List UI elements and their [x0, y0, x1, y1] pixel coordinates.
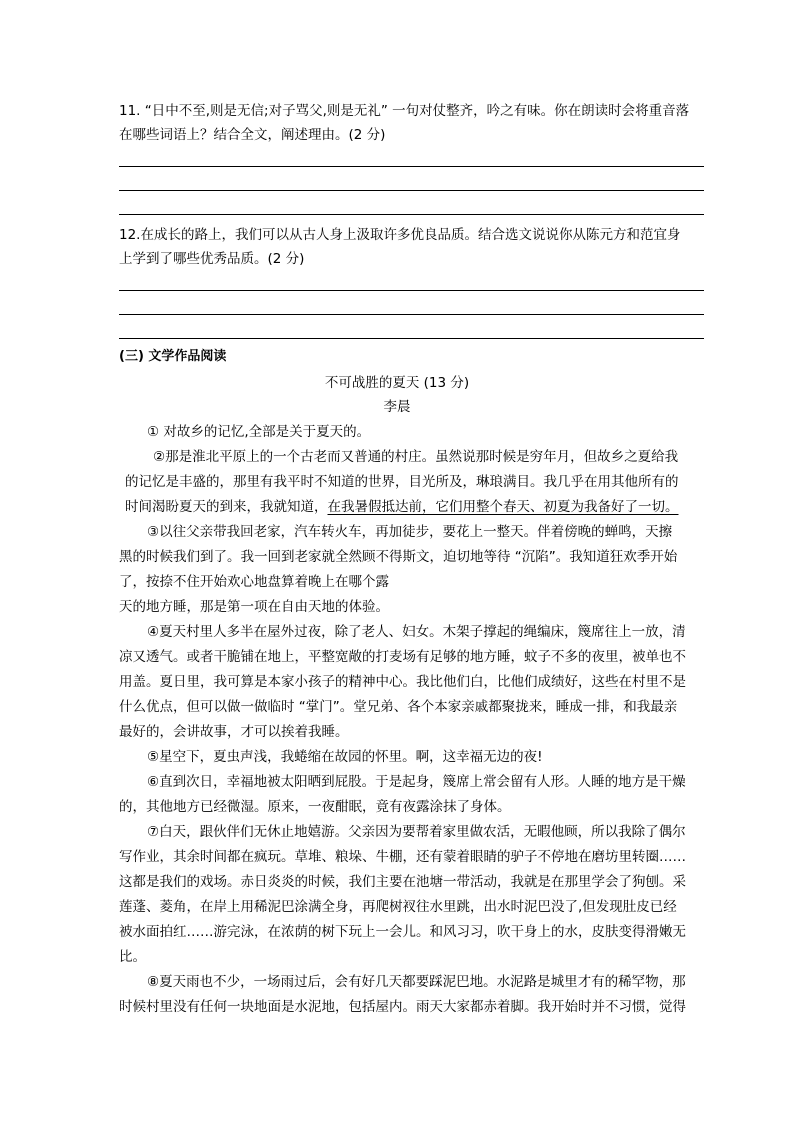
- answer-line[interactable]: [119, 338, 704, 339]
- question-12: [119, 223, 705, 271]
- paragraph-7-line-6: 比。: [119, 949, 146, 965]
- paragraph-1: ① 对故乡的记忆,全部是关于夏天的。: [147, 424, 371, 440]
- article-body: [119, 420, 705, 1020]
- paragraph-8-line-1: ⑧夏天雨也不少，一场雨过后，会有好几天都要踩泥巴地。水泥路是城里才有的稀罕物，那: [147, 974, 686, 990]
- paragraph-7-line-5: 被水面拍红……游完泳，在浓荫的树下玩上一会儿。和风习习，吹干身上的水，皮肤变得滑嫩无: [119, 924, 686, 940]
- paragraph-7-line-3: 这都是我们的戏场。赤日炎炎的时候，我们主要在池塘一带活动，我就是在那里学会了狗刨。采: [119, 874, 686, 890]
- underlined-sentence: 在我暑假抵达前，它们用整个春天、初夏为我备好了一切。: [327, 499, 679, 515]
- paragraph-4-line-4: 什么优点，但可以做一做临时 “掌门”。堂兄弟、各个本家亲戚都聚拢来，睡成一排，和我最亲: [119, 699, 678, 715]
- section-heading: (三) 文学作品阅读: [119, 349, 227, 364]
- answer-line[interactable]: [119, 314, 704, 315]
- answer-line[interactable]: [119, 214, 704, 215]
- paragraph-4-line-1: ④夏天村里人多半在屋外过夜，除了老人、妇女。木架子撑起的绳编床，篾席往上一放，清: [147, 624, 686, 640]
- paragraph-7-line-4: 莲蓬、菱角，在岸上用稀泥巴涂满全身，再爬树衩往水里跳，出水时泥巴没了,但发现肚皮已经: [119, 899, 677, 915]
- paragraph-3-line-2: 黑的时候我们到了。我一回到老家就全然顾不得斯文，迫切地等待 “沉陷”。我知道狂欢季开始: [119, 549, 678, 565]
- paragraph-7-line-2: 写作业，其余时间都在疯玩。草堆、粮垛、牛棚，还有蒙着眼睛的驴子不停地在磨坊里转圈……: [119, 849, 686, 865]
- article-title: 不可战胜的夏天 (13 分): [324, 375, 470, 391]
- paragraph-5: ⑤星空下，夏虫声浅，我蜷缩在故园的怀里。啊，这幸福无边的夜!: [147, 749, 543, 765]
- paragraph-4-line-3: 用盖。夏日里，我可算是本家小孩子的精神中心。我比他们白，比他们成绩好，这些在村里不是: [119, 674, 686, 690]
- question-12-line-2: 上学到了哪些优秀品质。(2 分): [119, 251, 305, 267]
- paragraph-2-line-2: 的记忆是丰盛的，那里有我平时不知道的世界，目光所及，琳琅满目。我几乎在用其他所有的: [125, 474, 679, 490]
- paragraph-4-line-5: 最好的，会讲故事，才可以挨着我睡。: [119, 724, 349, 740]
- paragraph-8-line-2: 时候村里没有任何一块地面是水泥地，包括屋内。雨天大家都赤着脚。我开始时并不习惯，觉得: [119, 999, 686, 1015]
- paragraph-2-line-1: ②那是淮北平原上的一个古老而又普通的村庄。虽然说那时候是穷年月，但故乡之夏给我: [153, 449, 679, 465]
- answer-line[interactable]: [119, 290, 704, 291]
- paragraph-7-line-1: ⑦白天，跟伙伴们无休止地嬉游。父亲因为要帮着家里做农活，无暇他顾，所以我除了偶尔: [147, 824, 686, 840]
- paragraph-4-line-2: 凉又透气。或者干脆铺在地上，平整宽敞的打麦场有足够的地方睡，蚊子不多的夜里，被单也不: [119, 649, 686, 665]
- paragraph-6-line-1: ⑥直到次日，幸福地被太阳晒到屁股。于是起身，篾席上常会留有人形。人睡的地方是干燥: [147, 774, 686, 790]
- paragraph-3-line-1: ③以往父亲带我回老家，汽车转火车，再加徒步，要花上一整天。伴着傍晚的蝉鸣，天擦: [147, 524, 673, 540]
- answer-line[interactable]: [119, 166, 704, 167]
- question-11-line-1: 11. “日中不至,则是无信;对子骂父,则是无礼” 一句对仗整齐，吟之有味。你在朗读时会将重音落: [119, 103, 690, 119]
- question-12-line-1: 12.在成长的路上，我们可以从古人身上汲取许多优良品质。结合选文说说你从陈元方和范宜身: [119, 227, 681, 243]
- paragraph-2-text: 时间渴盼夏天的到来，我就知道，: [125, 499, 328, 515]
- paragraph-6-line-2: 的，其他地方已经微湿。原来，一夜酣眠，竟有夜露涂抹了身体。: [119, 799, 511, 815]
- question-11-line-2: 在哪些词语上？结合全文，阐述理由。(2 分): [119, 127, 386, 143]
- paragraph-3-line-4: 天的地方睡，那是第一项在自由天地的体验。: [119, 599, 389, 615]
- article-author: 李晨: [383, 399, 411, 415]
- paragraph-3-line-3: 了，按捺不住开始欢心地盘算着晚上在哪个露: [119, 574, 389, 590]
- question-11: [119, 99, 705, 147]
- paragraph-2-line-3: [119, 495, 705, 520]
- answer-line[interactable]: [119, 190, 704, 191]
